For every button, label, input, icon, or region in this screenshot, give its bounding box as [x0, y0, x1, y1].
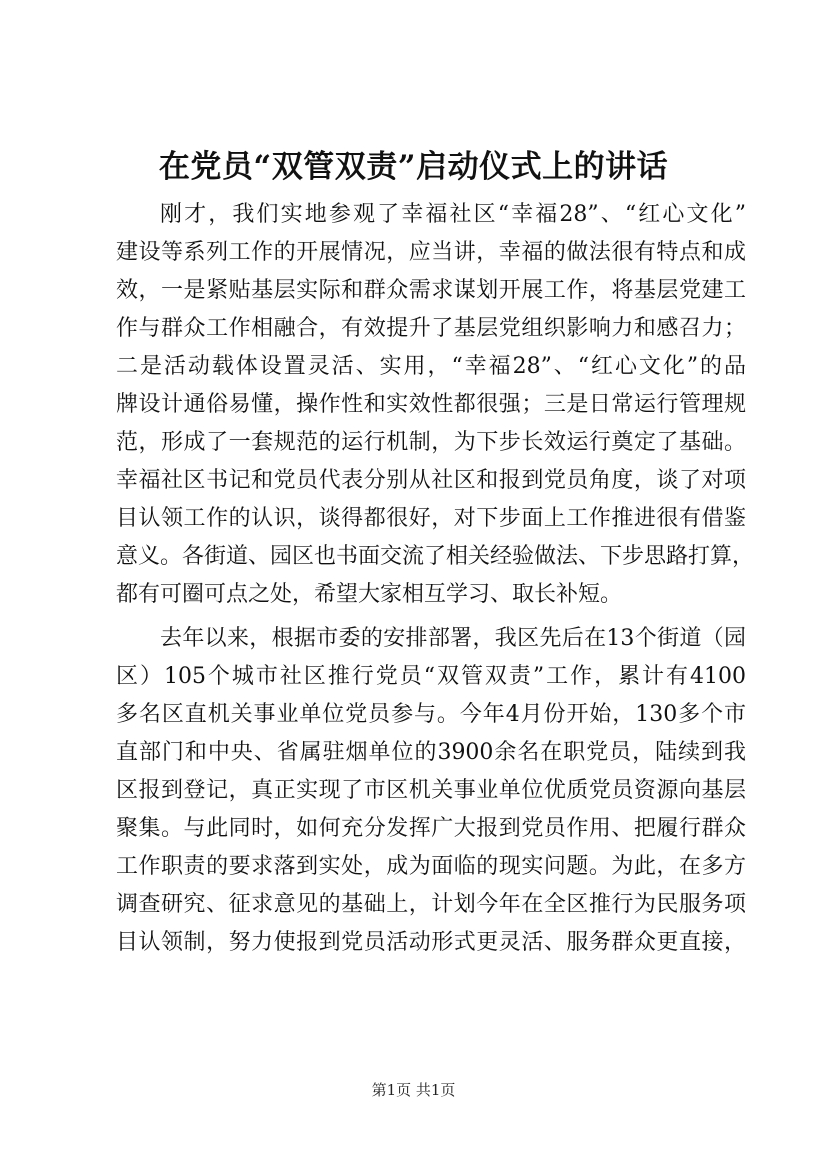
paragraph-line: 目认领工作的认识，谈得都很好，对下步面上工作推进很有借鉴 [116, 506, 746, 531]
page-number-footer: 第1页 共1页 [371, 1081, 456, 1099]
document-title: 在党员“双管双责”启动仪式上的讲话 [158, 149, 669, 185]
paragraph-2 [116, 620, 746, 962]
paragraph-line: 聚集。与此同时，如何充分发挥广大报到党员作用、把履行群众 [116, 816, 746, 841]
paragraph-line: 工作职责的要求落到实处，成为面临的现实问题。为此，在多方 [116, 854, 746, 879]
paragraph-line: 二是活动载体设置灵活、实用，“幸福28”、“红心文化”的品 [116, 354, 746, 379]
paragraph-line: 范，形成了一套规范的运行机制，为下步长效运行奠定了基础。 [116, 430, 746, 455]
paragraph-line: 目认领制，努力使报到党员活动形式更灵活、服务群众更直接， [116, 930, 746, 955]
paragraph-1 [116, 196, 755, 614]
paragraph-line: 去年以来，根据市委的安排部署，我区先后在13个街道（园 [160, 626, 746, 651]
paragraph-line: 刚才，我们实地参观了幸福社区“幸福28”、“红心文化” [160, 202, 746, 227]
paragraph-line: 建设等系列工作的开展情况，应当讲，幸福的做法很有特点和成 [116, 240, 746, 265]
paragraph-line: 效，一是紧贴基层实际和群众需求谋划开展工作，将基层党建工 [116, 278, 746, 303]
paragraph-line: 作与群众工作相融合，有效提升了基层党组织影响力和感召力； [116, 316, 746, 341]
paragraph-line: 调查研究、征求意见的基础上，计划今年在全区推行为民服务项 [116, 892, 746, 917]
paragraph-line: 多名区直机关事业单位党员参与。今年4月份开始，130多个市 [116, 702, 746, 727]
paragraph-line: 意义。各街道、园区也书面交流了相关经验做法、下步思路打算， [116, 544, 755, 569]
paragraph-line: 幸福社区书记和党员代表分别从社区和报到党员角度，谈了对项 [116, 468, 746, 493]
paragraph-line: 都有可圈可点之处，希望大家相互学习、取长补短。 [116, 582, 623, 607]
paragraph-line: 直部门和中央、省属驻烟单位的3900余名在职党员，陆续到我 [116, 740, 746, 765]
paragraph-line: 牌设计通俗易懂，操作性和实效性都很强；三是日常运行管理规 [116, 392, 746, 417]
paragraph-line: 区报到登记，真正实现了市区机关事业单位优质党员资源向基层 [116, 778, 746, 803]
document-body [116, 196, 755, 962]
paragraph-line: 区）105个城市社区推行党员“双管双责”工作，累计有4100 [116, 664, 746, 689]
